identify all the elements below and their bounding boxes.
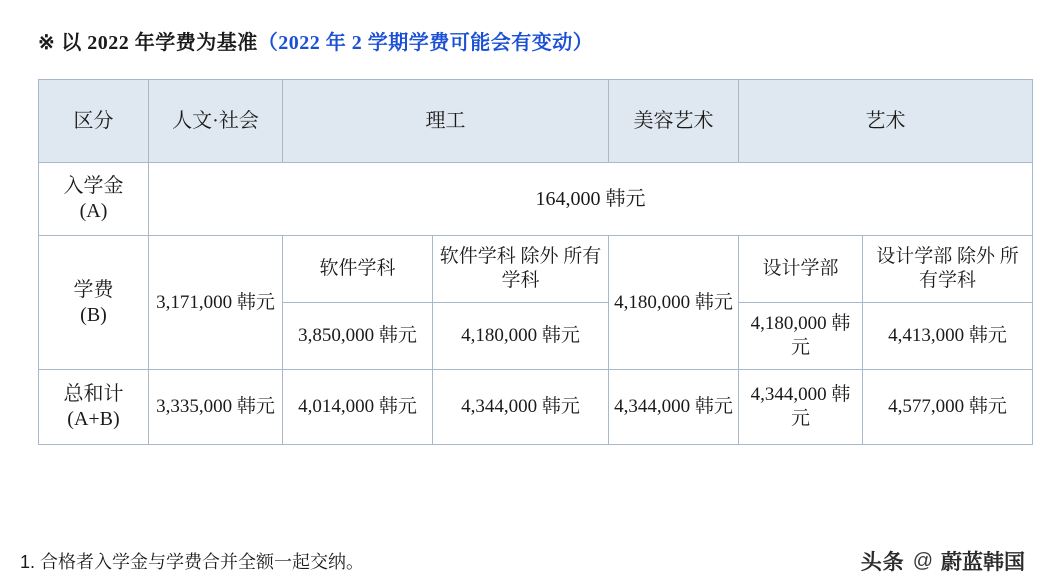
header-cell-arts: 艺术	[739, 80, 1033, 163]
cell-engineering-sub1-name: 软件学科	[283, 236, 433, 303]
reference-mark-icon: ※	[38, 32, 56, 54]
footer-note: 1. 合格者入学金与学费合并全额一起交纳。	[20, 552, 365, 572]
cell-total-arts-sub2: 4,577,000 韩元	[863, 370, 1033, 445]
cell-arts-sub2-name: 设计学部 除外 所有学科	[863, 236, 1033, 303]
tuition-fee-table	[38, 79, 1033, 445]
watermark	[861, 546, 1025, 576]
cell-admission-fee-value: 164,000 韩元	[149, 163, 1033, 236]
cell-engineering-sub2-name: 软件学科 除外 所有学科	[433, 236, 609, 303]
note-text-highlight: （2022 年 2 学期学费可能会有变动）	[257, 32, 594, 54]
row-label-total-line1: 总和计	[63, 383, 124, 405]
row-label-tuition-line2: (B)	[80, 303, 107, 326]
cell-total-engineering-sub2: 4,344,000 韩元	[433, 370, 609, 445]
table-row-total	[39, 370, 1033, 445]
cell-total-humanities: 3,335,000 韩元	[149, 370, 283, 445]
row-label-admission-line1: 入学金	[63, 175, 124, 197]
table-header-row	[39, 80, 1033, 163]
header-cell-category: 区分	[39, 80, 149, 163]
row-label-admission-fee	[39, 163, 149, 236]
document-page	[0, 26, 1043, 586]
table-row-tuition-names	[39, 236, 1033, 303]
header-cell-beauty-arts: 美容艺术	[609, 80, 739, 163]
watermark-account-name: 蔚蓝韩国	[941, 551, 1025, 574]
cell-arts-sub2-value: 4,413,000 韩元	[863, 303, 1033, 370]
header-cell-humanities: 人文·社会	[149, 80, 283, 163]
cell-tuition-humanities: 3,171,000 韩元	[149, 236, 283, 370]
header-cell-engineering: 理工	[283, 80, 609, 163]
cell-total-engineering-sub1: 4,014,000 韩元	[283, 370, 433, 445]
row-label-tuition-line1: 学费	[73, 278, 114, 301]
table-row-admission-fee	[39, 163, 1033, 236]
cell-engineering-sub1-value: 3,850,000 韩元	[283, 303, 433, 370]
cell-arts-sub1-value: 4,180,000 韩元	[739, 303, 863, 370]
cell-engineering-sub2-value: 4,180,000 韩元	[433, 303, 609, 370]
watermark-logo: 头条	[860, 551, 905, 574]
note-text-primary: 以 2022 年学费为基准	[61, 32, 258, 54]
row-label-total-line2: (A+B)	[67, 408, 120, 430]
row-label-total	[39, 370, 149, 445]
row-label-admission-line2: (A)	[79, 200, 108, 222]
cell-arts-sub1-name: 设计学部	[739, 236, 863, 303]
watermark-at-symbol: @	[912, 549, 933, 572]
cell-total-arts-sub1: 4,344,000 韩元	[739, 370, 863, 445]
cell-tuition-beauty-arts: 4,180,000 韩元	[609, 236, 739, 370]
row-label-tuition	[39, 236, 149, 370]
page-note	[38, 26, 1025, 55]
cell-total-beauty-arts: 4,344,000 韩元	[609, 370, 739, 445]
